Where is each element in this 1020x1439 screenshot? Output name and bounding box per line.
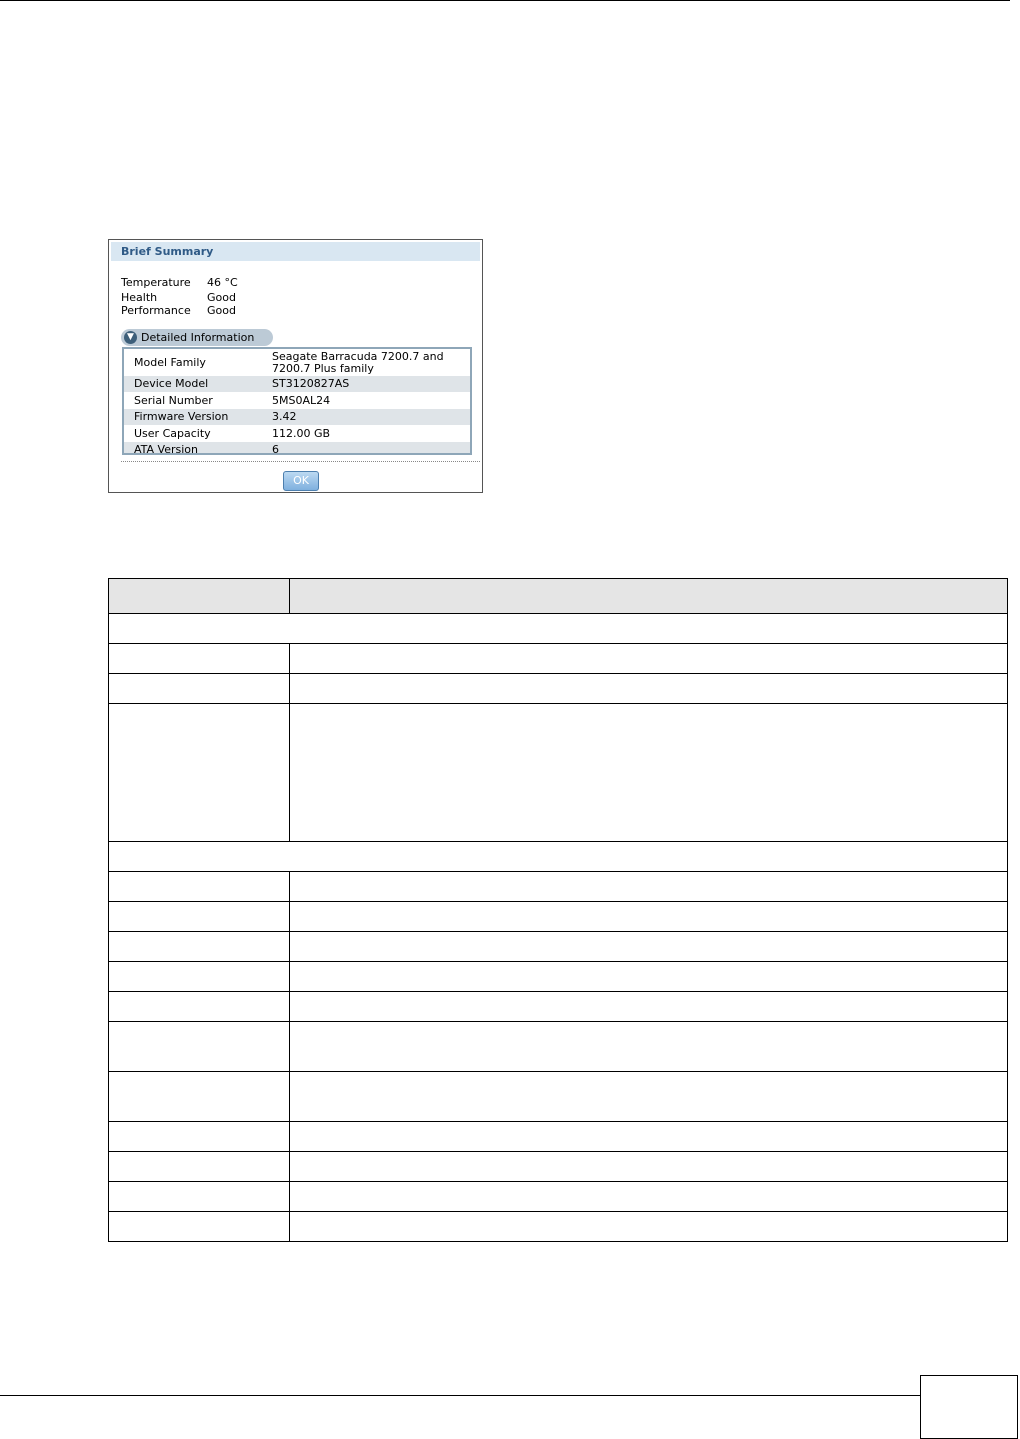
table-header-cell xyxy=(109,579,290,614)
summary-value: Good xyxy=(207,291,236,304)
detail-value: 5MS0AL24 xyxy=(272,394,331,407)
table-header-row xyxy=(109,579,1008,614)
detail-label: Model Family xyxy=(134,356,206,369)
table-cell xyxy=(290,962,1008,992)
summary-row-temperature xyxy=(121,275,238,290)
table-cell xyxy=(109,1122,290,1152)
table-cell xyxy=(109,932,290,962)
ok-button[interactable]: OK xyxy=(283,471,319,491)
summary-row-performance xyxy=(121,303,238,318)
table-row xyxy=(109,674,1008,704)
table-section-cell xyxy=(109,614,1008,644)
summary-value: 46 °C xyxy=(207,276,238,289)
table-cell xyxy=(109,1022,290,1072)
table-cell xyxy=(290,674,1008,704)
summary-value: Good xyxy=(207,304,236,317)
table-row xyxy=(109,704,1008,842)
detail-value: 112.00 GB xyxy=(272,427,331,440)
summary-label: Health xyxy=(121,291,158,304)
detail-label: Firmware Version xyxy=(134,410,229,423)
table-cell xyxy=(109,1182,290,1212)
table-cell xyxy=(290,644,1008,674)
table-row xyxy=(109,932,1008,962)
detail-value: ST3120827AS xyxy=(272,377,350,390)
table-row xyxy=(109,902,1008,932)
detail-row xyxy=(124,409,470,425)
detail-value: Seagate Barracuda 7200.7 and 7200.7 Plus family xyxy=(272,349,444,375)
footer-rule xyxy=(0,1395,920,1396)
table-cell xyxy=(290,1182,1008,1212)
detail-label: Device Model xyxy=(134,377,209,390)
table-cell xyxy=(290,1122,1008,1152)
table-cell xyxy=(290,1212,1008,1242)
table-section-row xyxy=(109,614,1008,644)
table-cell xyxy=(290,704,1008,842)
table-row xyxy=(109,1022,1008,1072)
detail-label: ATA Version xyxy=(134,443,199,455)
table-cell xyxy=(109,902,290,932)
detail-row xyxy=(124,442,470,455)
table-row xyxy=(109,1212,1008,1242)
table-cell xyxy=(109,1072,290,1122)
table-cell xyxy=(109,872,290,902)
table-cell xyxy=(290,902,1008,932)
table-row xyxy=(109,1152,1008,1182)
table-cell xyxy=(109,1152,290,1182)
detail-label: Serial Number xyxy=(134,394,213,407)
page-number-box xyxy=(920,1375,1018,1439)
table-row xyxy=(109,1072,1008,1122)
detail-value: 3.42 xyxy=(272,410,297,423)
arrow-down-circle-icon: ▼ xyxy=(124,331,137,344)
brief-summary-dialog xyxy=(108,239,483,493)
table-row xyxy=(109,962,1008,992)
dialog-title: Brief Summary xyxy=(111,242,480,261)
table-cell xyxy=(290,1022,1008,1072)
table-section-cell xyxy=(109,842,1008,872)
table-cell xyxy=(109,1212,290,1242)
detail-label: User Capacity xyxy=(134,427,211,440)
summary-label: Performance xyxy=(121,304,191,317)
detail-row xyxy=(124,349,470,376)
dialog-separator xyxy=(121,461,480,462)
table-cell xyxy=(290,1152,1008,1182)
detailed-information-list[interactable] xyxy=(122,347,472,455)
detail-toggle-label: Detailed Information xyxy=(141,331,255,344)
brief-summary-list xyxy=(121,275,238,318)
field-description-table xyxy=(108,578,1008,1242)
table-cell xyxy=(109,992,290,1022)
table-cell xyxy=(290,932,1008,962)
detailed-information-toggle[interactable] xyxy=(121,329,273,346)
table-cell xyxy=(109,644,290,674)
table-cell xyxy=(290,872,1008,902)
table-section-row xyxy=(109,842,1008,872)
table-row xyxy=(109,1122,1008,1152)
table-row xyxy=(109,644,1008,674)
table-cell xyxy=(290,1072,1008,1122)
table-row xyxy=(109,992,1008,1022)
detail-row xyxy=(124,376,470,392)
table-header-cell xyxy=(290,579,1008,614)
detail-value: 6 xyxy=(272,443,279,455)
table-cell xyxy=(290,992,1008,1022)
table-cell xyxy=(109,962,290,992)
table-row xyxy=(109,872,1008,902)
summary-label: Temperature xyxy=(121,276,191,289)
detail-row xyxy=(124,392,470,409)
table-row xyxy=(109,1182,1008,1212)
table-cell xyxy=(109,704,290,842)
detail-row xyxy=(124,425,470,442)
table-cell xyxy=(109,674,290,704)
header-rule xyxy=(0,0,1010,1)
